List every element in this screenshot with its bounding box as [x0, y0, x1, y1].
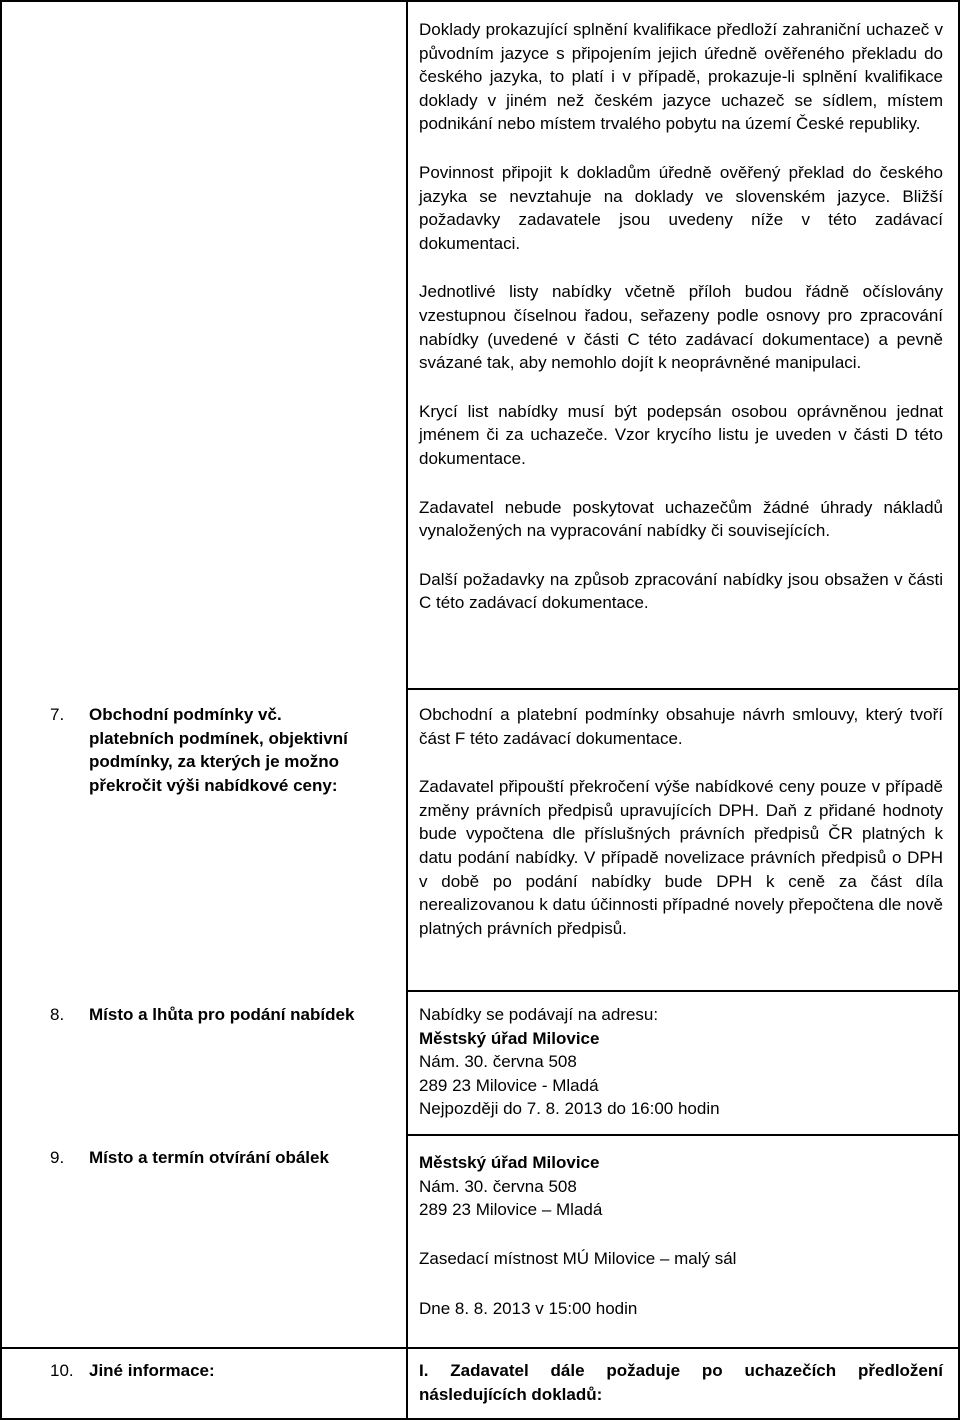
paragraph: Zadavatel připouští překročení výše nabídkové ceny pouze v případě změny právních předpisů upravujících DPH. Daň z přidané hodnoty bude vypočtena dle příslušných právních předpisů ČR platných k datu podání nabídky. V případě novelizace právních předpisů o DPH v době po podání nabídky bude DPH k ceně za část díla nerealizovanou k datu účinnosti případné novely přepočtena dle nově platných právních předpisů.	[419, 777, 943, 938]
paragraph: Jednotlivé listy nabídky včetně příloh budou řádně očíslovány vzestupnou číselnou řadou, seřazeny podle osnovy pro zpracování nabídky (uvedené v části C této zadávací dokumentace) a pevně svázané tak, aby nemohlo dojít k neoprávněné manipulaci.	[419, 282, 943, 373]
section-9-heading	[50, 1146, 360, 1170]
section-10-content: I. Zadavatel dále požaduje po uchazečích předložení následujících dokladů:	[419, 1361, 943, 1404]
table-border	[406, 1134, 960, 1136]
office-name: Městský úřad Milovice	[419, 1153, 600, 1172]
section-10-heading	[50, 1359, 360, 1383]
table-border	[406, 0, 408, 1420]
section-8-heading	[50, 1003, 360, 1027]
street-address: Nám. 30. června 508	[419, 1176, 577, 1196]
paragraph: Zadavatel nebude poskytovat uchazečům žádné úhrady nákladů vynaložených na vypracování nabídky či souvisejících.	[419, 497, 943, 541]
top-section	[419, 18, 943, 615]
table-border	[0, 0, 2, 1420]
city-address: 289 23 Milovice – Mladá	[419, 1200, 603, 1220]
submission-deadline: Nejpozději do 7. 8. 2013 do 16:00 hodin	[419, 1099, 720, 1119]
paragraph: Obchodní a platební podmínky obsahuje návrh smlouvy, který tvoří část F této zadávací dokumentace.	[419, 705, 943, 748]
table-border	[0, 0, 960, 2]
table-border	[406, 990, 960, 992]
section-8-content	[419, 1003, 943, 1121]
paragraph: Doklady prokazující splnění kvalifikace předloží zahraniční uchazeč v původním jazyce s připojením jejich úředně ověřeného překladu do českého jazyka, to platí i v případě, prokazuje-li splnění kvalifikace doklady v jiném než českém jazyce uchazeč se sídlem, místem podnikání nebo místem trvalého pobytu na území České republiky.	[419, 20, 943, 134]
paragraph: Krycí list nabídky musí být podepsán osobou oprávněnou jednat jménem či za uchazeče. Vzor krycího listu je uveden v části D této dokumentace.	[419, 401, 943, 468]
section-number: 7.	[50, 705, 65, 724]
paragraph: Další požadavky na způsob zpracování nabídky jsou obsažen v části C této zadávací dokumentace.	[419, 569, 943, 613]
section-label: Jiné informace:	[89, 1361, 215, 1380]
section-label: Místo a lhůta pro podání nabídek	[89, 1005, 355, 1024]
meeting-room: Zasedací místnost MÚ Milovice – malý sál	[419, 1248, 737, 1268]
section-7-content	[419, 703, 943, 940]
opening-date: Dne 8. 8. 2013 v 15:00 hodin	[419, 1299, 638, 1319]
section-7-heading	[50, 703, 360, 797]
city-address: 289 23 Milovice - Mladá	[419, 1075, 599, 1095]
section-9-content	[419, 1151, 943, 1321]
section-label: Obchodní podmínky vč. platebních podmínek, objektivní podmínky, za kterých je možno překročit výši nabídkové ceny:	[89, 705, 348, 795]
table-border	[406, 688, 960, 690]
submission-intro: Nabídky se podávají na adresu:	[419, 1005, 659, 1024]
section-number: 10.	[50, 1361, 74, 1380]
office-name: Městský úřad Milovice	[419, 1028, 600, 1048]
paragraph: Povinnost připojit k dokladům úředně ověřený překlad do českého jazyka se nevztahuje na doklady ve slovenském jazyce. Bližší požadavky zadavatele jsou uvedeny níže v této zadávací dokumentaci.	[419, 162, 943, 253]
table-border	[0, 1347, 960, 1349]
section-number: 8.	[50, 1005, 65, 1024]
section-label: Místo a termín otvírání obálek	[89, 1148, 329, 1167]
street-address: Nám. 30. června 508	[419, 1052, 577, 1072]
section-number: 9.	[50, 1148, 65, 1167]
